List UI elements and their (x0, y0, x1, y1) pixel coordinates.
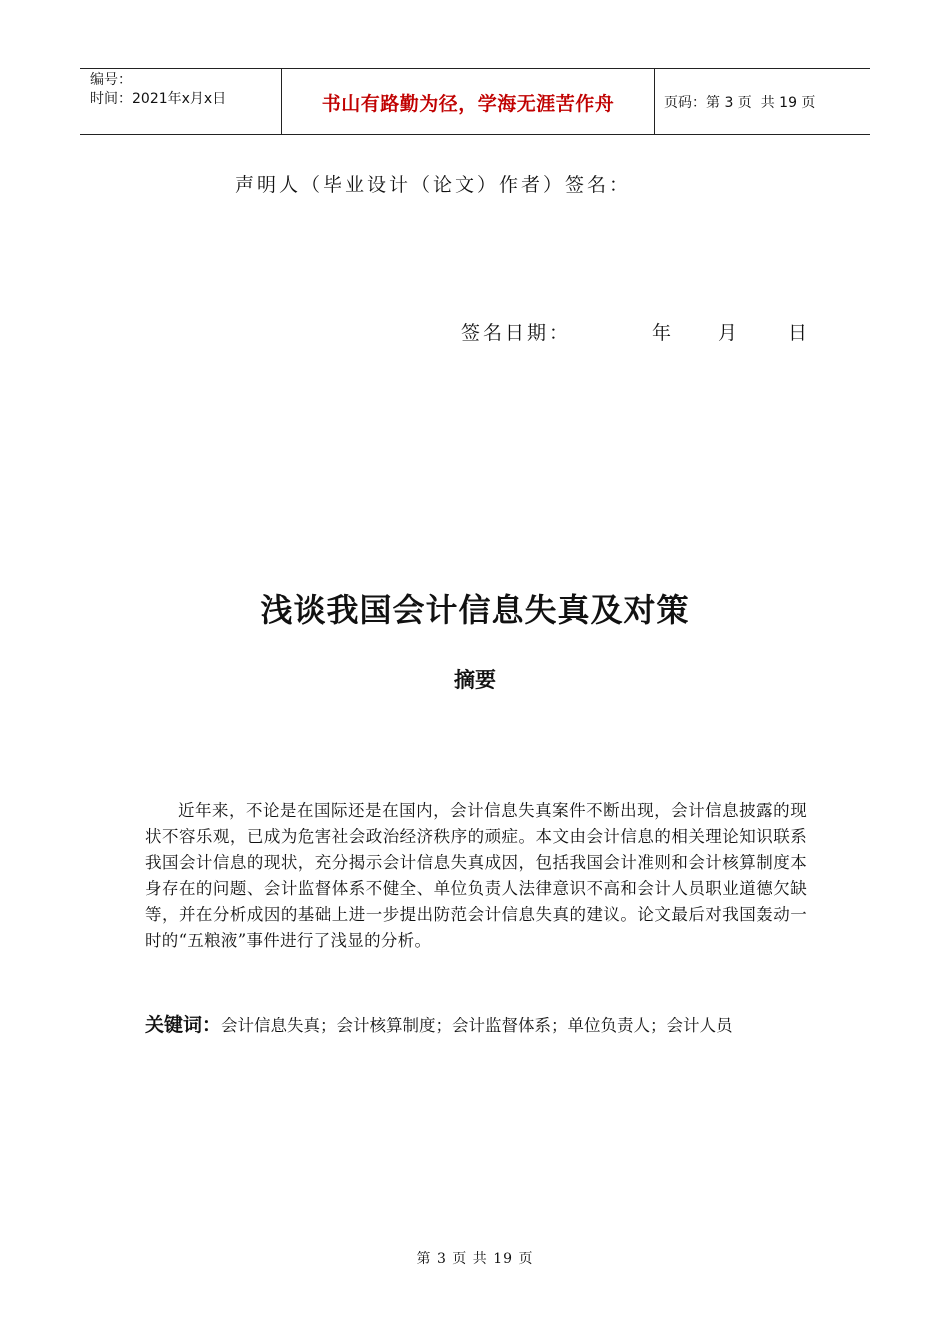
signature-line: 声明人（毕业设计（论文）作者）签名： (235, 174, 632, 196)
header-motto: 书山有路勤为径，学海无涯苦作舟 (321, 92, 615, 115)
paper-title: 浅谈我国会计信息失真及对策 (260, 591, 690, 629)
document-time: 时间：2021年x月x日 (90, 91, 227, 107)
page-header (80, 68, 870, 135)
header-divider (654, 69, 655, 135)
page-footer: 第 3 页 共 19 页 (416, 1251, 534, 1267)
header-page-info: 页码：第 3 页 共 19 页 (664, 95, 816, 111)
date-month-label: 月 (718, 322, 741, 344)
header-meta (90, 71, 280, 109)
keywords-label: 关键词： (145, 1014, 222, 1036)
date-day-label: 日 (788, 322, 811, 344)
date-year-label: 年 (652, 322, 675, 344)
keywords (145, 1009, 807, 1042)
abstract-text: 近年来，不论是在国际还是在国内，会计信息失真案件不断出现，会计信息披露的现状不容乐观，已成为危害社会政治经济秩序的顽症。本文由会计信息的相关理论知识联系我国会计信息的现状，充分揭示会计信息失真成因，包括我国会计准则和会计核算制度本身存在的问题、会计监督体系不健全、单位负责人法律意识不高和会计人员职业道德欠缺等，并在分析成因的基础上进一步提出防范会计信息失真的建议。论文最后对我国轰动一时的“五粮液”事件进行了浅显的分析。 (145, 801, 807, 950)
document-number: 编号： (90, 72, 132, 88)
abstract-heading: 摘要 (454, 668, 496, 692)
signature-date-label: 签名日期： (461, 322, 572, 344)
signature-date-row (0, 318, 950, 348)
keywords-text: 会计信息失真；会计核算制度；会计监督体系；单位负责人；会计人员 (221, 1016, 733, 1035)
